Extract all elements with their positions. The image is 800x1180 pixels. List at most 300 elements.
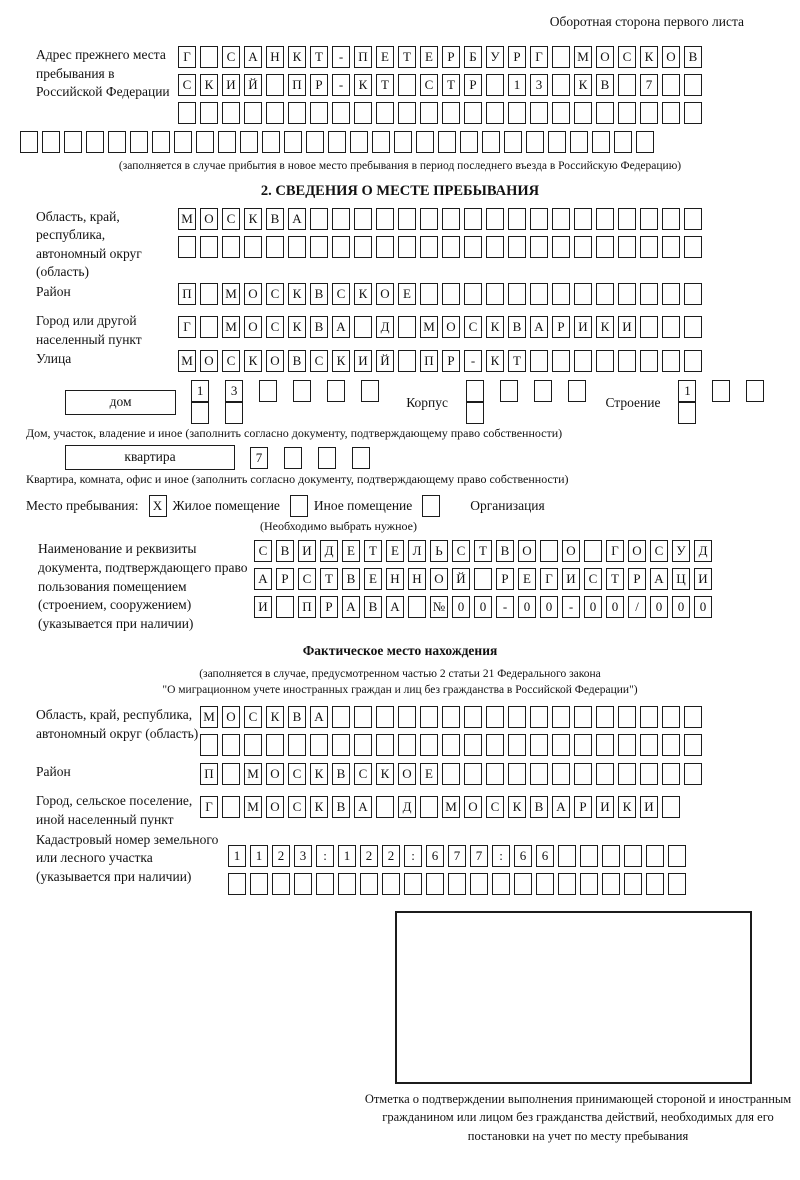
char-cell[interactable]: Л — [408, 540, 426, 562]
char-cell[interactable]: Г — [178, 46, 196, 68]
char-cell[interactable] — [486, 236, 504, 258]
char-cell[interactable] — [624, 873, 642, 895]
char-cell[interactable]: Т — [364, 540, 382, 562]
char-cell[interactable] — [570, 131, 588, 153]
char-cell[interactable] — [618, 236, 636, 258]
char-cell[interactable]: 7 — [640, 74, 658, 96]
char-cell[interactable] — [684, 350, 702, 372]
char-cell[interactable]: Т — [474, 540, 492, 562]
char-cell[interactable]: В — [332, 763, 350, 785]
char-cell[interactable] — [276, 596, 294, 618]
char-cell[interactable] — [354, 208, 372, 230]
char-cell[interactable]: С — [420, 74, 438, 96]
char-cell[interactable]: К — [310, 796, 328, 818]
char-cell[interactable] — [746, 380, 764, 402]
char-cell[interactable] — [284, 131, 302, 153]
char-cell[interactable]: Р — [464, 74, 482, 96]
char-cell[interactable]: О — [266, 796, 284, 818]
char-cell[interactable]: Р — [442, 46, 460, 68]
char-cell[interactable]: С — [584, 568, 602, 590]
char-cell[interactable]: 1 — [250, 845, 268, 867]
char-cell[interactable] — [310, 208, 328, 230]
char-cell[interactable] — [222, 236, 240, 258]
char-cell[interactable] — [398, 706, 416, 728]
char-cell[interactable]: Е — [420, 763, 438, 785]
char-cell[interactable] — [262, 131, 280, 153]
char-cell[interactable] — [558, 873, 576, 895]
char-cell[interactable] — [442, 236, 460, 258]
char-cell[interactable]: А — [332, 316, 350, 338]
char-cell[interactable] — [290, 495, 308, 517]
char-cell[interactable] — [318, 447, 336, 469]
char-cell[interactable] — [580, 845, 598, 867]
char-cell[interactable] — [174, 131, 192, 153]
char-cell[interactable] — [466, 380, 484, 402]
char-cell[interactable]: А — [244, 46, 262, 68]
char-cell[interactable] — [596, 350, 614, 372]
char-cell[interactable]: Г — [530, 46, 548, 68]
char-cell[interactable]: И — [618, 316, 636, 338]
char-cell[interactable]: 6 — [426, 845, 444, 867]
char-cell[interactable] — [530, 283, 548, 305]
char-cell[interactable]: 0 — [474, 596, 492, 618]
char-cell[interactable] — [442, 208, 460, 230]
char-cell[interactable]: С — [244, 706, 262, 728]
char-cell[interactable]: 0 — [540, 596, 558, 618]
char-cell[interactable] — [64, 131, 82, 153]
char-cell[interactable] — [200, 734, 218, 756]
char-cell[interactable]: Ц — [672, 568, 690, 590]
char-cell[interactable] — [376, 734, 394, 756]
char-cell[interactable]: К — [288, 46, 306, 68]
char-cell[interactable]: Г — [200, 796, 218, 818]
char-cell[interactable]: С — [266, 316, 284, 338]
char-cell[interactable] — [534, 380, 552, 402]
char-cell[interactable] — [420, 236, 438, 258]
char-cell[interactable]: К — [244, 208, 262, 230]
char-cell[interactable] — [602, 873, 620, 895]
char-cell[interactable]: А — [650, 568, 668, 590]
char-cell[interactable] — [596, 236, 614, 258]
char-cell[interactable]: С — [222, 46, 240, 68]
char-cell[interactable]: Т — [508, 350, 526, 372]
char-cell[interactable] — [288, 734, 306, 756]
char-cell[interactable]: У — [672, 540, 690, 562]
char-cell[interactable]: М — [222, 316, 240, 338]
char-cell[interactable]: М — [574, 46, 592, 68]
char-cell[interactable]: М — [442, 796, 460, 818]
char-cell[interactable] — [482, 131, 500, 153]
char-cell[interactable] — [552, 706, 570, 728]
house-box[interactable]: дом — [65, 390, 176, 415]
char-cell[interactable] — [684, 763, 702, 785]
char-cell[interactable] — [266, 236, 284, 258]
char-cell[interactable] — [640, 236, 658, 258]
char-cell[interactable]: К — [376, 763, 394, 785]
char-cell[interactable] — [552, 236, 570, 258]
char-cell[interactable] — [552, 102, 570, 124]
char-cell[interactable]: С — [266, 283, 284, 305]
char-cell[interactable] — [442, 283, 460, 305]
char-cell[interactable] — [552, 763, 570, 785]
char-cell[interactable] — [596, 283, 614, 305]
char-cell[interactable]: С — [298, 568, 316, 590]
char-cell[interactable] — [200, 283, 218, 305]
char-cell[interactable] — [540, 540, 558, 562]
char-cell[interactable] — [596, 734, 614, 756]
apartment-box[interactable]: квартира — [65, 445, 235, 470]
char-cell[interactable] — [618, 763, 636, 785]
char-cell[interactable] — [420, 734, 438, 756]
char-cell[interactable] — [526, 131, 544, 153]
char-cell[interactable] — [408, 596, 426, 618]
char-cell[interactable]: А — [254, 568, 272, 590]
char-cell[interactable] — [492, 873, 510, 895]
char-cell[interactable] — [464, 763, 482, 785]
char-cell[interactable] — [684, 734, 702, 756]
char-cell[interactable] — [420, 283, 438, 305]
char-cell[interactable] — [640, 283, 658, 305]
char-cell[interactable]: И — [354, 350, 372, 372]
char-cell[interactable]: Т — [398, 46, 416, 68]
char-cell[interactable] — [474, 568, 492, 590]
char-cell[interactable]: О — [596, 46, 614, 68]
char-cell[interactable] — [530, 763, 548, 785]
char-cell[interactable] — [352, 447, 370, 469]
char-cell[interactable] — [618, 350, 636, 372]
char-cell[interactable] — [662, 283, 680, 305]
char-cell[interactable]: В — [288, 706, 306, 728]
char-cell[interactable] — [640, 734, 658, 756]
char-cell[interactable]: 1 — [228, 845, 246, 867]
char-cell[interactable] — [266, 102, 284, 124]
char-cell[interactable]: Т — [320, 568, 338, 590]
char-cell[interactable] — [152, 131, 170, 153]
char-cell[interactable]: О — [244, 316, 262, 338]
char-cell[interactable] — [191, 402, 209, 424]
char-cell[interactable]: 6 — [514, 845, 532, 867]
char-cell[interactable]: : — [492, 845, 510, 867]
char-cell[interactable]: Е — [376, 46, 394, 68]
char-cell[interactable] — [361, 380, 379, 402]
char-cell[interactable] — [404, 873, 422, 895]
char-cell[interactable] — [293, 380, 311, 402]
char-cell[interactable] — [508, 706, 526, 728]
char-cell[interactable] — [684, 102, 702, 124]
char-cell[interactable]: 6 — [536, 845, 554, 867]
char-cell[interactable] — [464, 102, 482, 124]
char-cell[interactable] — [398, 350, 416, 372]
char-cell[interactable]: С — [288, 763, 306, 785]
char-cell[interactable]: : — [316, 845, 334, 867]
char-cell[interactable] — [508, 208, 526, 230]
char-cell[interactable] — [426, 873, 444, 895]
char-cell[interactable] — [574, 734, 592, 756]
char-cell[interactable] — [684, 236, 702, 258]
char-cell[interactable]: О — [244, 283, 262, 305]
char-cell[interactable] — [500, 380, 518, 402]
char-cell[interactable] — [614, 131, 632, 153]
char-cell[interactable] — [460, 131, 478, 153]
char-cell[interactable] — [618, 706, 636, 728]
char-cell[interactable] — [376, 208, 394, 230]
char-cell[interactable] — [508, 283, 526, 305]
char-cell[interactable]: С — [486, 796, 504, 818]
char-cell[interactable] — [580, 873, 598, 895]
char-cell[interactable] — [294, 873, 312, 895]
char-cell[interactable] — [178, 102, 196, 124]
char-cell[interactable] — [398, 74, 416, 96]
char-cell[interactable] — [442, 763, 460, 785]
char-cell[interactable]: С — [354, 763, 372, 785]
char-cell[interactable]: 7 — [470, 845, 488, 867]
char-cell[interactable]: - — [332, 46, 350, 68]
char-cell[interactable]: Е — [364, 568, 382, 590]
char-cell[interactable]: И — [254, 596, 272, 618]
char-cell[interactable] — [442, 734, 460, 756]
char-cell[interactable] — [684, 74, 702, 96]
char-cell[interactable]: С — [452, 540, 470, 562]
char-cell[interactable]: Г — [606, 540, 624, 562]
char-cell[interactable]: Д — [376, 316, 394, 338]
char-cell[interactable] — [108, 131, 126, 153]
char-cell[interactable] — [486, 763, 504, 785]
char-cell[interactable]: В — [332, 796, 350, 818]
char-cell[interactable] — [640, 763, 658, 785]
char-cell[interactable]: О — [266, 763, 284, 785]
char-cell[interactable] — [602, 845, 620, 867]
char-cell[interactable] — [306, 131, 324, 153]
char-cell[interactable]: В — [364, 596, 382, 618]
char-cell[interactable] — [354, 236, 372, 258]
char-cell[interactable]: К — [266, 706, 284, 728]
char-cell[interactable] — [442, 102, 460, 124]
char-cell[interactable]: П — [200, 763, 218, 785]
char-cell[interactable]: С — [222, 208, 240, 230]
char-cell[interactable] — [200, 236, 218, 258]
char-cell[interactable] — [86, 131, 104, 153]
char-cell[interactable]: 3 — [294, 845, 312, 867]
char-cell[interactable] — [284, 447, 302, 469]
char-cell[interactable]: И — [596, 796, 614, 818]
char-cell[interactable]: К — [596, 316, 614, 338]
char-cell[interactable]: О — [200, 350, 218, 372]
char-cell[interactable] — [618, 208, 636, 230]
char-cell[interactable] — [552, 208, 570, 230]
char-cell[interactable] — [684, 283, 702, 305]
char-cell[interactable]: О — [442, 316, 460, 338]
char-cell[interactable] — [568, 380, 586, 402]
char-cell[interactable] — [360, 873, 378, 895]
char-cell[interactable]: : — [404, 845, 422, 867]
char-cell[interactable]: О — [562, 540, 580, 562]
char-cell[interactable]: Т — [376, 74, 394, 96]
char-cell[interactable]: С — [288, 796, 306, 818]
char-cell[interactable]: У — [486, 46, 504, 68]
char-cell[interactable]: О — [518, 540, 536, 562]
char-cell[interactable]: О — [430, 568, 448, 590]
char-cell[interactable] — [678, 402, 696, 424]
char-cell[interactable] — [662, 316, 680, 338]
char-cell[interactable]: А — [386, 596, 404, 618]
char-cell[interactable] — [244, 236, 262, 258]
char-cell[interactable]: 0 — [650, 596, 668, 618]
char-cell[interactable]: И — [640, 796, 658, 818]
char-cell[interactable] — [662, 796, 680, 818]
char-cell[interactable] — [316, 873, 334, 895]
char-cell[interactable] — [328, 131, 346, 153]
char-cell[interactable]: С — [178, 74, 196, 96]
char-cell[interactable] — [508, 102, 526, 124]
char-cell[interactable] — [244, 734, 262, 756]
char-cell[interactable]: С — [618, 46, 636, 68]
char-cell[interactable]: 0 — [694, 596, 712, 618]
char-cell[interactable]: Т — [606, 568, 624, 590]
char-cell[interactable]: Т — [442, 74, 460, 96]
char-cell[interactable] — [310, 236, 328, 258]
char-cell[interactable]: В — [596, 74, 614, 96]
char-cell[interactable]: Й — [244, 74, 262, 96]
char-cell[interactable]: О — [266, 350, 284, 372]
char-cell[interactable]: Д — [398, 796, 416, 818]
char-cell[interactable] — [376, 706, 394, 728]
char-cell[interactable] — [574, 236, 592, 258]
char-cell[interactable] — [178, 236, 196, 258]
char-cell[interactable] — [618, 283, 636, 305]
char-cell[interactable]: К — [288, 283, 306, 305]
char-cell[interactable] — [662, 74, 680, 96]
char-cell[interactable] — [470, 873, 488, 895]
char-cell[interactable]: К — [354, 283, 372, 305]
char-cell[interactable] — [662, 706, 680, 728]
char-cell[interactable] — [327, 380, 345, 402]
char-cell[interactable] — [266, 74, 284, 96]
char-cell[interactable]: А — [310, 706, 328, 728]
char-cell[interactable] — [508, 236, 526, 258]
char-cell[interactable] — [662, 236, 680, 258]
char-cell[interactable]: 0 — [452, 596, 470, 618]
char-cell[interactable]: 0 — [606, 596, 624, 618]
char-cell[interactable]: М — [222, 283, 240, 305]
char-cell[interactable] — [662, 734, 680, 756]
char-cell[interactable] — [618, 102, 636, 124]
char-cell[interactable] — [354, 316, 372, 338]
char-cell[interactable]: 0 — [518, 596, 536, 618]
char-cell[interactable] — [288, 102, 306, 124]
char-cell[interactable] — [398, 208, 416, 230]
char-cell[interactable]: А — [530, 316, 548, 338]
char-cell[interactable] — [508, 763, 526, 785]
char-cell[interactable]: П — [354, 46, 372, 68]
char-cell[interactable] — [486, 706, 504, 728]
char-cell[interactable] — [382, 873, 400, 895]
char-cell[interactable] — [466, 402, 484, 424]
char-cell[interactable] — [420, 102, 438, 124]
char-cell[interactable]: С — [332, 283, 350, 305]
char-cell[interactable] — [596, 208, 614, 230]
char-cell[interactable]: Р — [574, 796, 592, 818]
char-cell[interactable] — [376, 796, 394, 818]
char-cell[interactable]: И — [298, 540, 316, 562]
char-cell[interactable]: Й — [376, 350, 394, 372]
char-cell[interactable]: Й — [452, 568, 470, 590]
char-cell[interactable]: С — [254, 540, 272, 562]
char-cell[interactable] — [668, 845, 686, 867]
char-cell[interactable] — [530, 706, 548, 728]
char-cell[interactable] — [684, 316, 702, 338]
char-cell[interactable] — [640, 316, 658, 338]
char-cell[interactable]: К — [244, 350, 262, 372]
char-cell[interactable] — [574, 706, 592, 728]
char-cell[interactable] — [222, 734, 240, 756]
char-cell[interactable] — [504, 131, 522, 153]
char-cell[interactable]: С — [222, 350, 240, 372]
char-cell[interactable] — [618, 74, 636, 96]
char-cell[interactable] — [646, 845, 664, 867]
char-cell[interactable] — [272, 873, 290, 895]
char-cell[interactable] — [218, 131, 236, 153]
char-cell[interactable]: А — [354, 796, 372, 818]
char-cell[interactable]: 1 — [508, 74, 526, 96]
char-cell[interactable] — [662, 102, 680, 124]
char-cell[interactable] — [422, 495, 440, 517]
char-cell[interactable]: О — [662, 46, 680, 68]
char-cell[interactable] — [222, 763, 240, 785]
char-cell[interactable] — [552, 46, 570, 68]
char-cell[interactable] — [530, 350, 548, 372]
char-cell[interactable] — [530, 102, 548, 124]
char-cell[interactable] — [684, 208, 702, 230]
char-cell[interactable] — [596, 763, 614, 785]
char-cell[interactable] — [530, 236, 548, 258]
char-cell[interactable] — [574, 283, 592, 305]
char-cell[interactable] — [376, 102, 394, 124]
char-cell[interactable]: В — [310, 316, 328, 338]
char-cell[interactable] — [200, 102, 218, 124]
char-cell[interactable] — [552, 283, 570, 305]
char-cell[interactable]: П — [298, 596, 316, 618]
char-cell[interactable] — [250, 873, 268, 895]
char-cell[interactable]: С — [464, 316, 482, 338]
char-cell[interactable] — [416, 131, 434, 153]
char-cell[interactable]: - — [332, 74, 350, 96]
char-cell[interactable]: 1 — [338, 845, 356, 867]
char-cell[interactable] — [259, 380, 277, 402]
char-cell[interactable]: Е — [518, 568, 536, 590]
char-cell[interactable] — [200, 316, 218, 338]
char-cell[interactable]: - — [464, 350, 482, 372]
char-cell[interactable]: И — [574, 316, 592, 338]
char-cell[interactable]: М — [178, 208, 196, 230]
char-cell[interactable]: М — [178, 350, 196, 372]
char-cell[interactable] — [640, 208, 658, 230]
char-cell[interactable] — [310, 102, 328, 124]
char-cell[interactable] — [592, 131, 610, 153]
char-cell[interactable] — [222, 102, 240, 124]
char-cell[interactable]: О — [376, 283, 394, 305]
char-cell[interactable] — [558, 845, 576, 867]
char-cell[interactable]: Р — [552, 316, 570, 338]
char-cell[interactable]: К — [640, 46, 658, 68]
char-cell[interactable]: Д — [320, 540, 338, 562]
char-cell[interactable]: Т — [310, 46, 328, 68]
char-cell[interactable]: И — [694, 568, 712, 590]
char-cell[interactable] — [448, 873, 466, 895]
char-cell[interactable]: В — [310, 283, 328, 305]
char-cell[interactable]: С — [310, 350, 328, 372]
char-cell[interactable]: 7 — [250, 447, 268, 469]
char-cell[interactable] — [486, 208, 504, 230]
